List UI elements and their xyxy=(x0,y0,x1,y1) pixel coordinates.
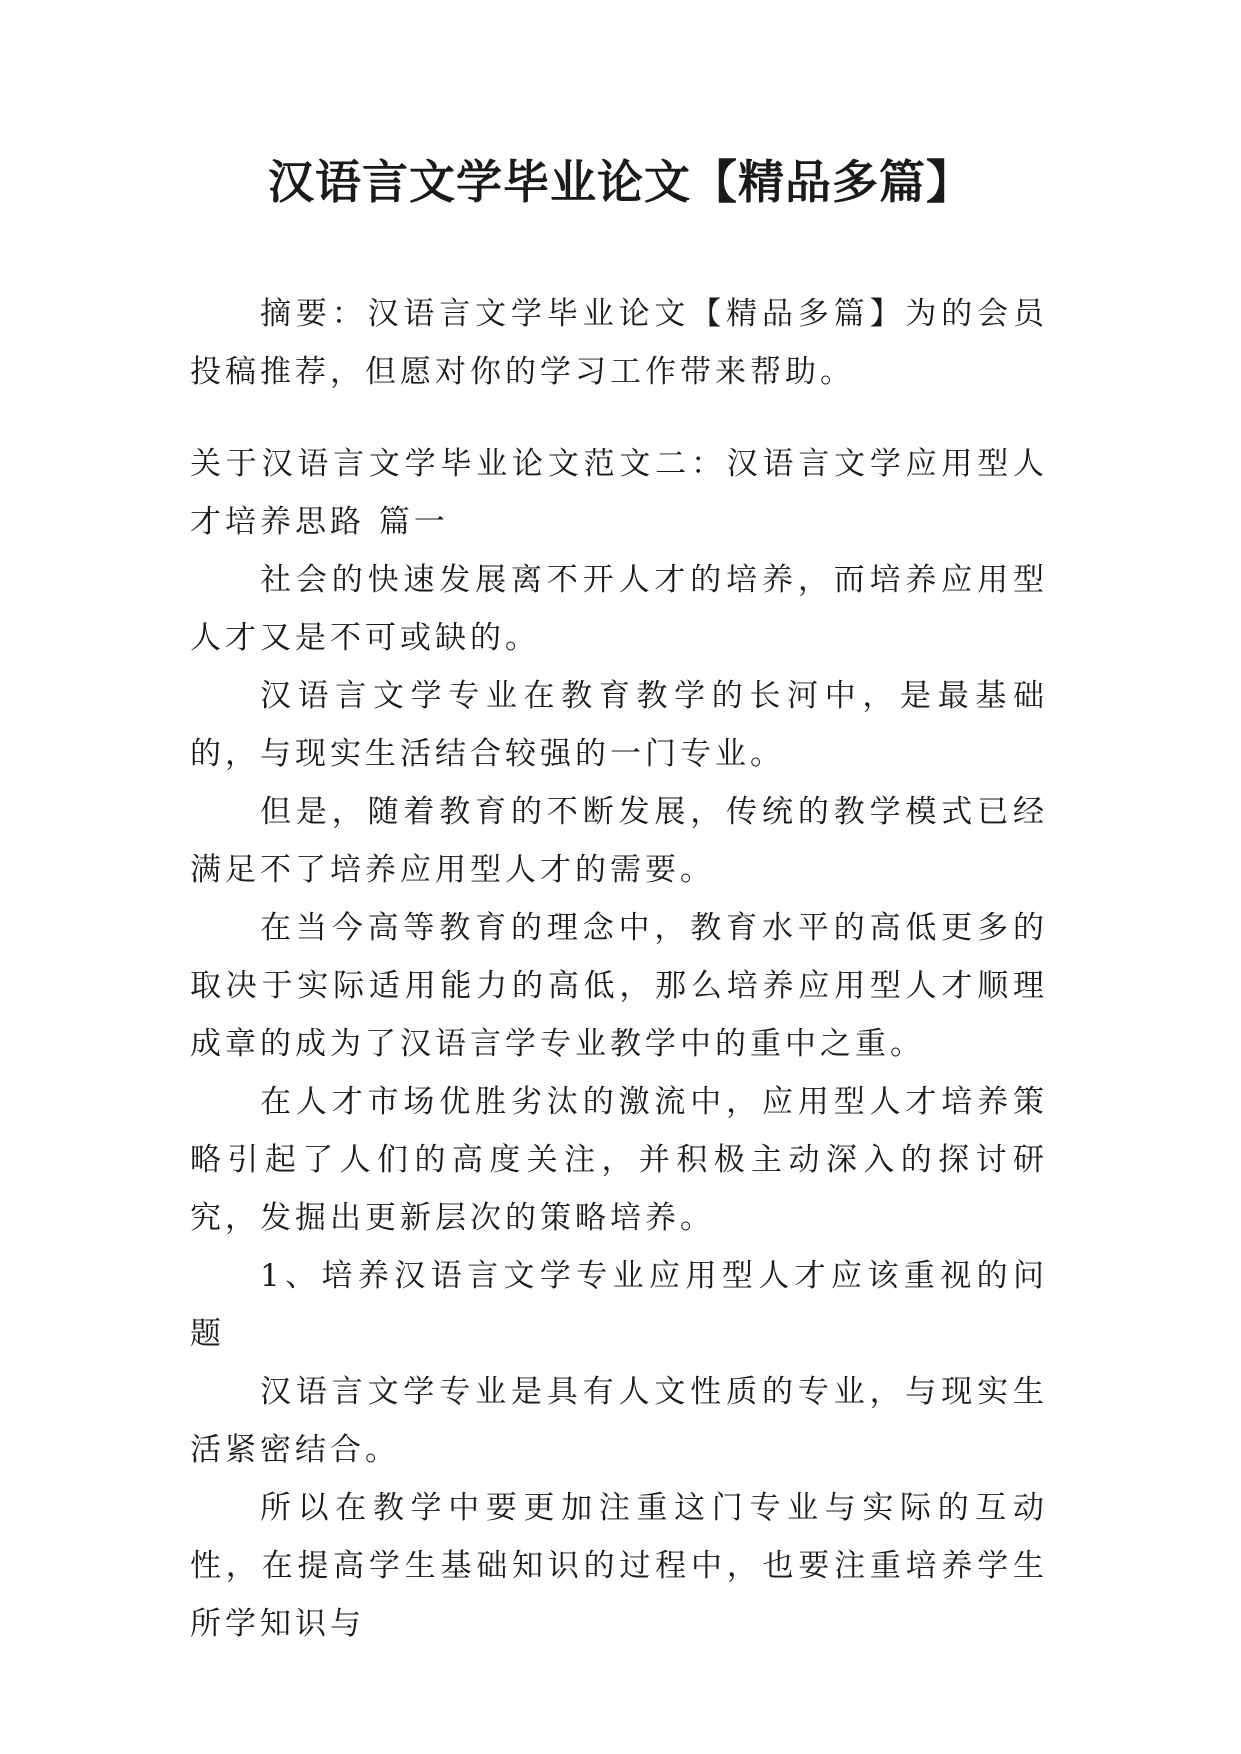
body-paragraph: 在当今高等教育的理念中，教育水平的高低更多的取决于实际适用能力的高低，那么培养应用型人才顺理成章的成为了汉语言学专业教学中的重中之重。 xyxy=(190,910,1048,1062)
section-heading: 关于汉语言文学毕业论文范文二：汉语言文学应用型人才培养思路 篇一 xyxy=(190,446,1048,540)
body-paragraph: 所以在教学中要更加注重这门专业与实际的互动性，在提高学生基础知识的过程中，也要注重培养学生所学知识与 xyxy=(190,1490,1048,1642)
abstract-paragraph: 摘要：汉语言文学毕业论文【精品多篇】为的会员投稿推荐，但愿对你的学习工作带来帮助。 xyxy=(190,296,1048,390)
body-paragraph: 汉语言文学专业是具有人文性质的专业，与现实生活紧密结合。 xyxy=(190,1374,1048,1468)
document-title: 汉语言文学毕业论文【精品多篇】 xyxy=(268,155,973,209)
body-paragraph: 社会的快速发展离不开人才的培养，而培养应用型人才又是不可或缺的。 xyxy=(190,562,1048,656)
body-paragraph: 但是，随着教育的不断发展，传统的教学模式已经满足不了培养应用型人才的需要。 xyxy=(190,794,1048,888)
body-paragraph: 汉语言文学专业在教育教学的长河中，是最基础的，与现实生活结合较强的一门专业。 xyxy=(190,678,1048,772)
subsection-heading: 1、培养汉语言文学专业应用型人才应该重视的问题 xyxy=(190,1258,1048,1352)
document-body xyxy=(190,285,1048,1653)
body-paragraph: 在人才市场优胜劣汰的激流中，应用型人才培养策略引起了人们的高度关注，并积极主动深入的探讨研究，发掘出更新层次的策略培养。 xyxy=(190,1084,1048,1236)
